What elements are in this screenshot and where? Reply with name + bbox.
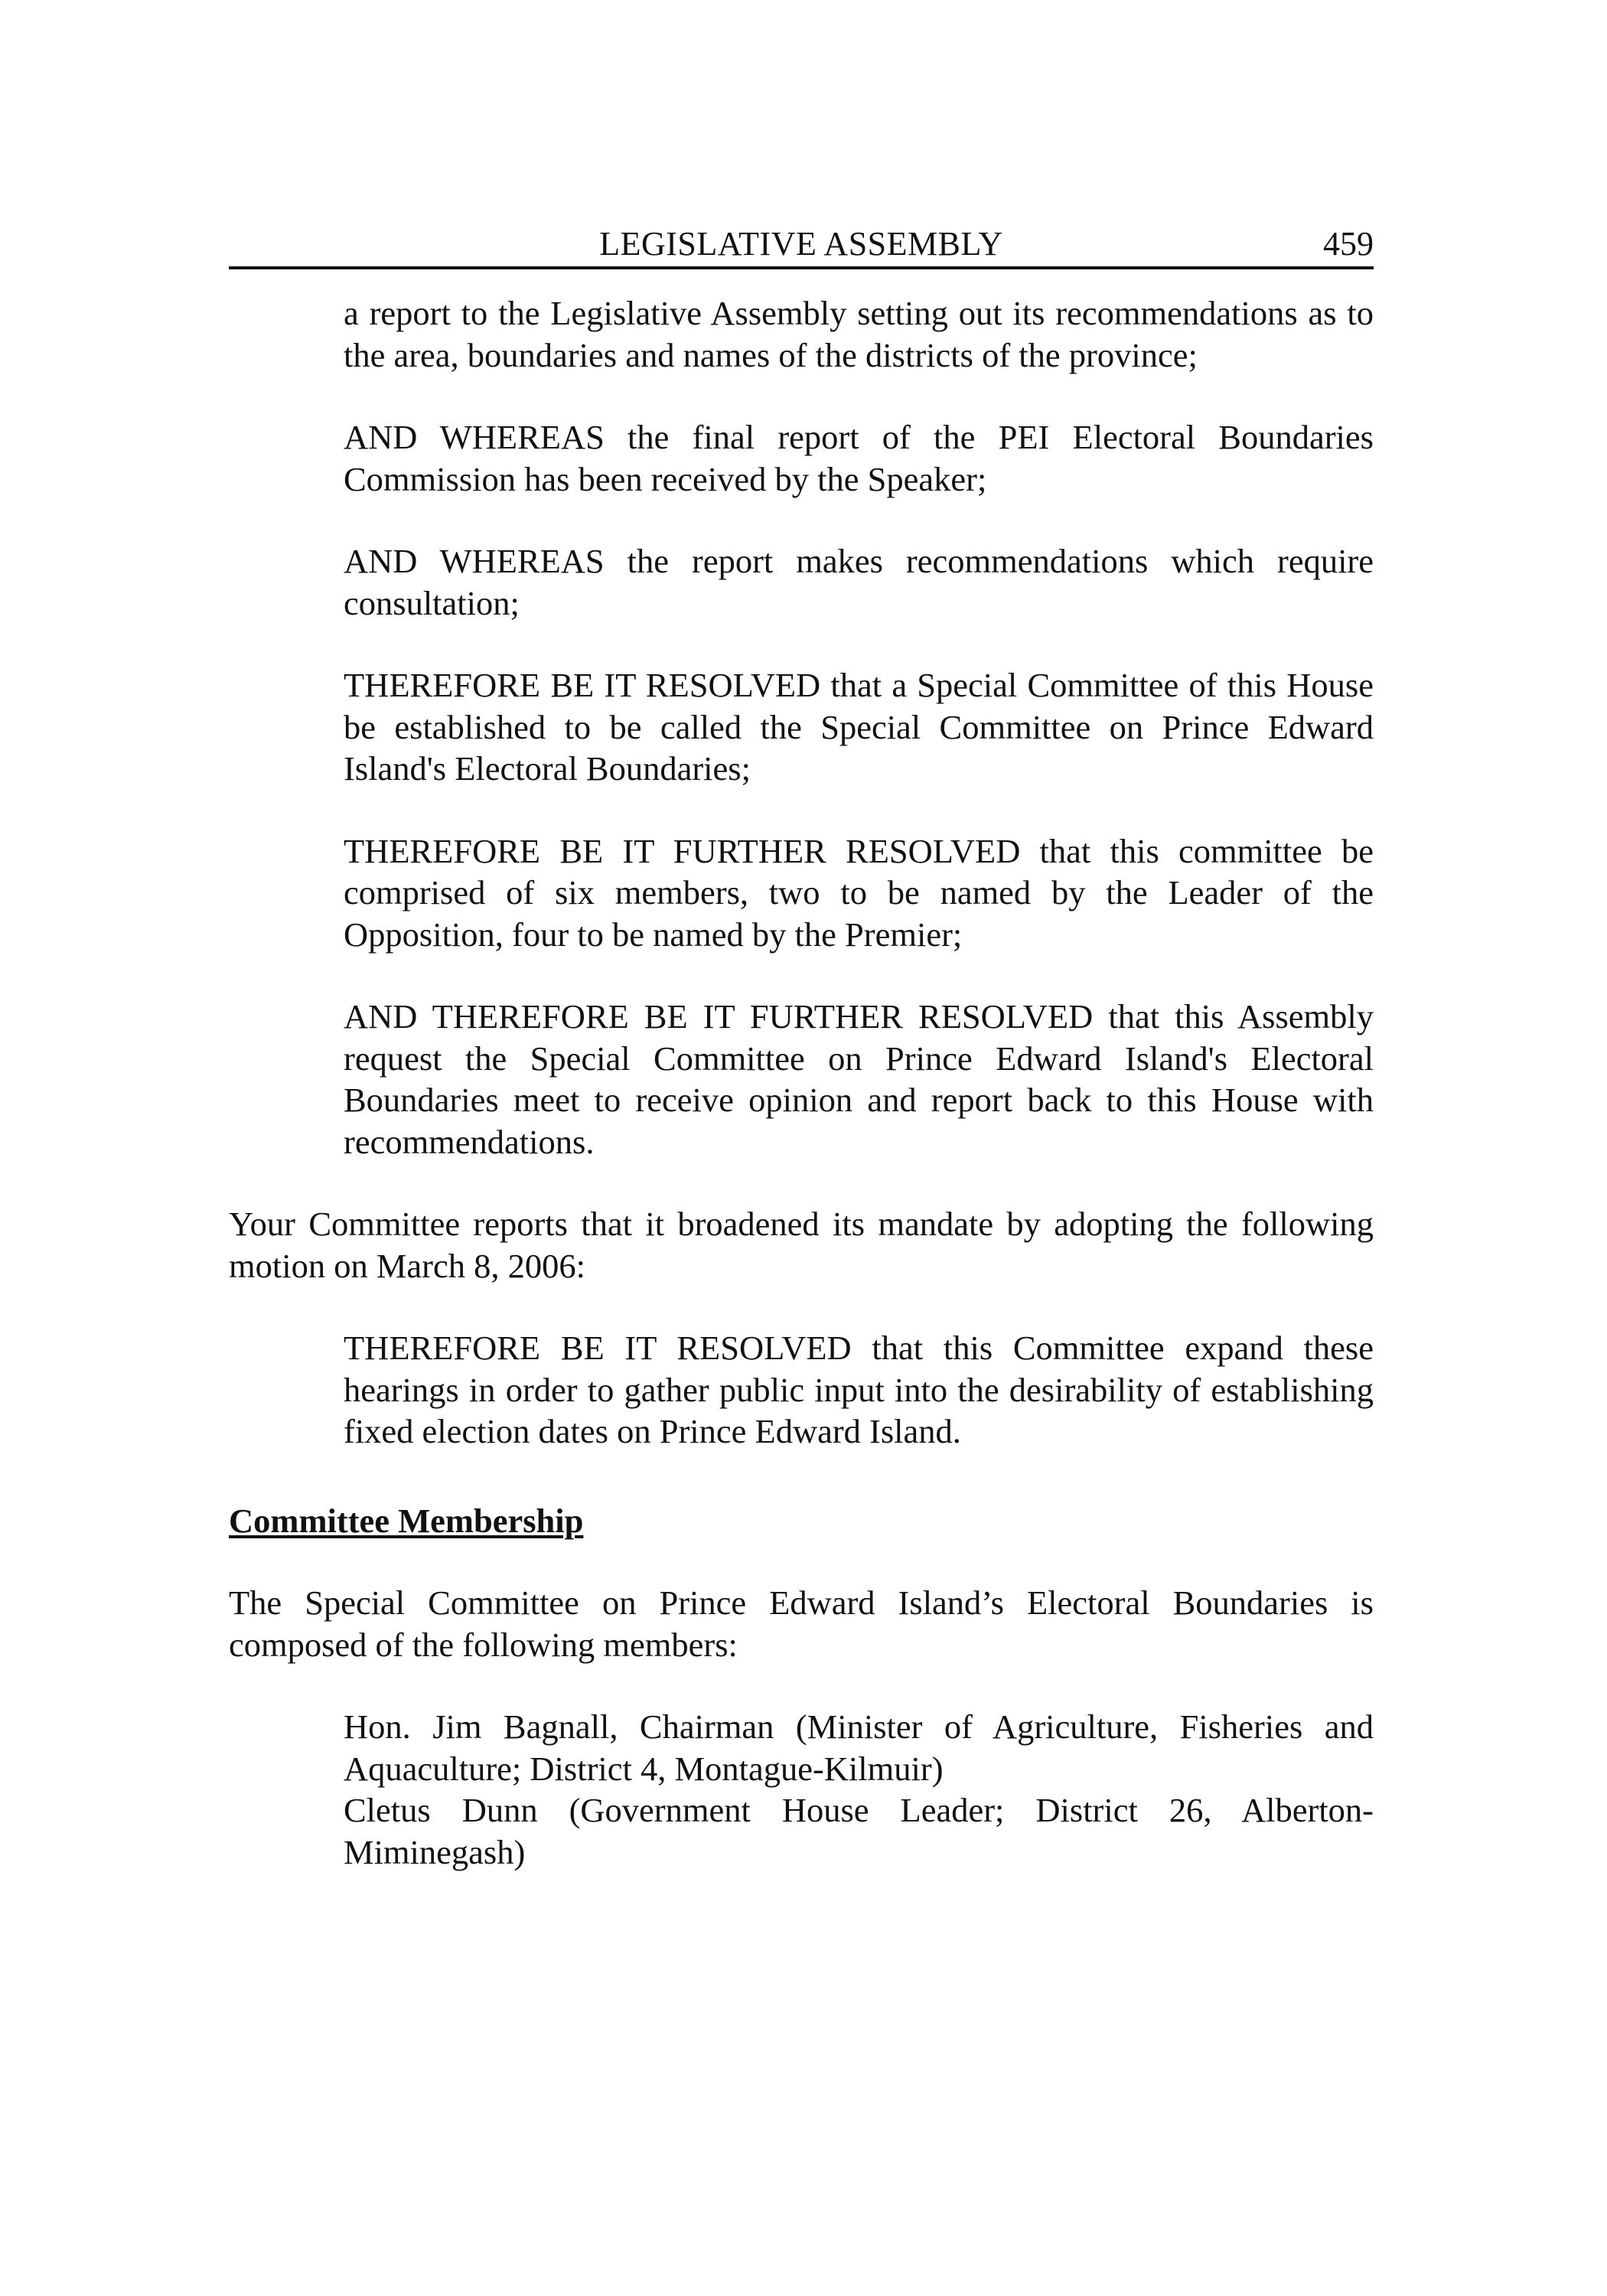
- mandate-motion: THEREFORE BE IT RESOLVED that this Committee expand these hearings in order to gather public input into the desirability of establishing fixed election dates on Prince Edward Island.: [344, 1329, 1374, 1450]
- document-body: [229, 292, 1374, 1873]
- quoted-motion: [344, 292, 1374, 1163]
- mandate-paragraph: Your Committee reports that it broadened its mandate by adopting the following motion on March 8, 2006:: [229, 1205, 1374, 1285]
- motion-paragraph: a report to the Legislative Assembly setting out its recommendations as to the area, boundaries and names of the districts of the province;: [344, 294, 1374, 374]
- motion-paragraph: THEREFORE BE IT RESOLVED that a Special Committee of this House be established to be called the Special Committee on Prince Edward Island's Electoral Boundaries;: [344, 666, 1374, 788]
- motion-paragraph: AND WHEREAS the report makes recommendations which require consultation;: [344, 542, 1374, 622]
- running-title: LEGISLATIVE ASSEMBLY: [599, 225, 1003, 263]
- motion-paragraph: AND WHEREAS the final report of the PEI Electoral Boundaries Commission has been received by the Speaker;: [344, 418, 1374, 498]
- section-heading: Committee Membership: [229, 1501, 584, 1540]
- membership-intro: The Special Committee on Prince Edward Island’s Electoral Boundaries is composed of the following members:: [229, 1583, 1374, 1664]
- member-entry: Cletus Dunn (Government House Leader; District 26, Alberton-Miminegash): [344, 1791, 1374, 1871]
- page-number: 459: [1323, 225, 1374, 263]
- motion-paragraph: THEREFORE BE IT FURTHER RESOLVED that this committee be comprised of six members, two to be named by the Leader of the Opposition, four to be named by the Premier;: [344, 831, 1374, 954]
- member-list: [344, 1706, 1374, 1873]
- page-header: [229, 222, 1374, 269]
- document-page: [229, 222, 1374, 1873]
- motion-paragraph: AND THEREFORE BE IT FURTHER RESOLVED that this Assembly request the Special Committee on Prince Edward Island's Electoral Boundaries meet to receive opinion and report back to this House with recommendations.: [344, 997, 1374, 1161]
- mandate-motion-block: [344, 1327, 1374, 1453]
- member-entry: Hon. Jim Bagnall, Chairman (Minister of Agriculture, Fisheries and Aquaculture; District 4, Montague-Kilmuir): [344, 1707, 1374, 1788]
